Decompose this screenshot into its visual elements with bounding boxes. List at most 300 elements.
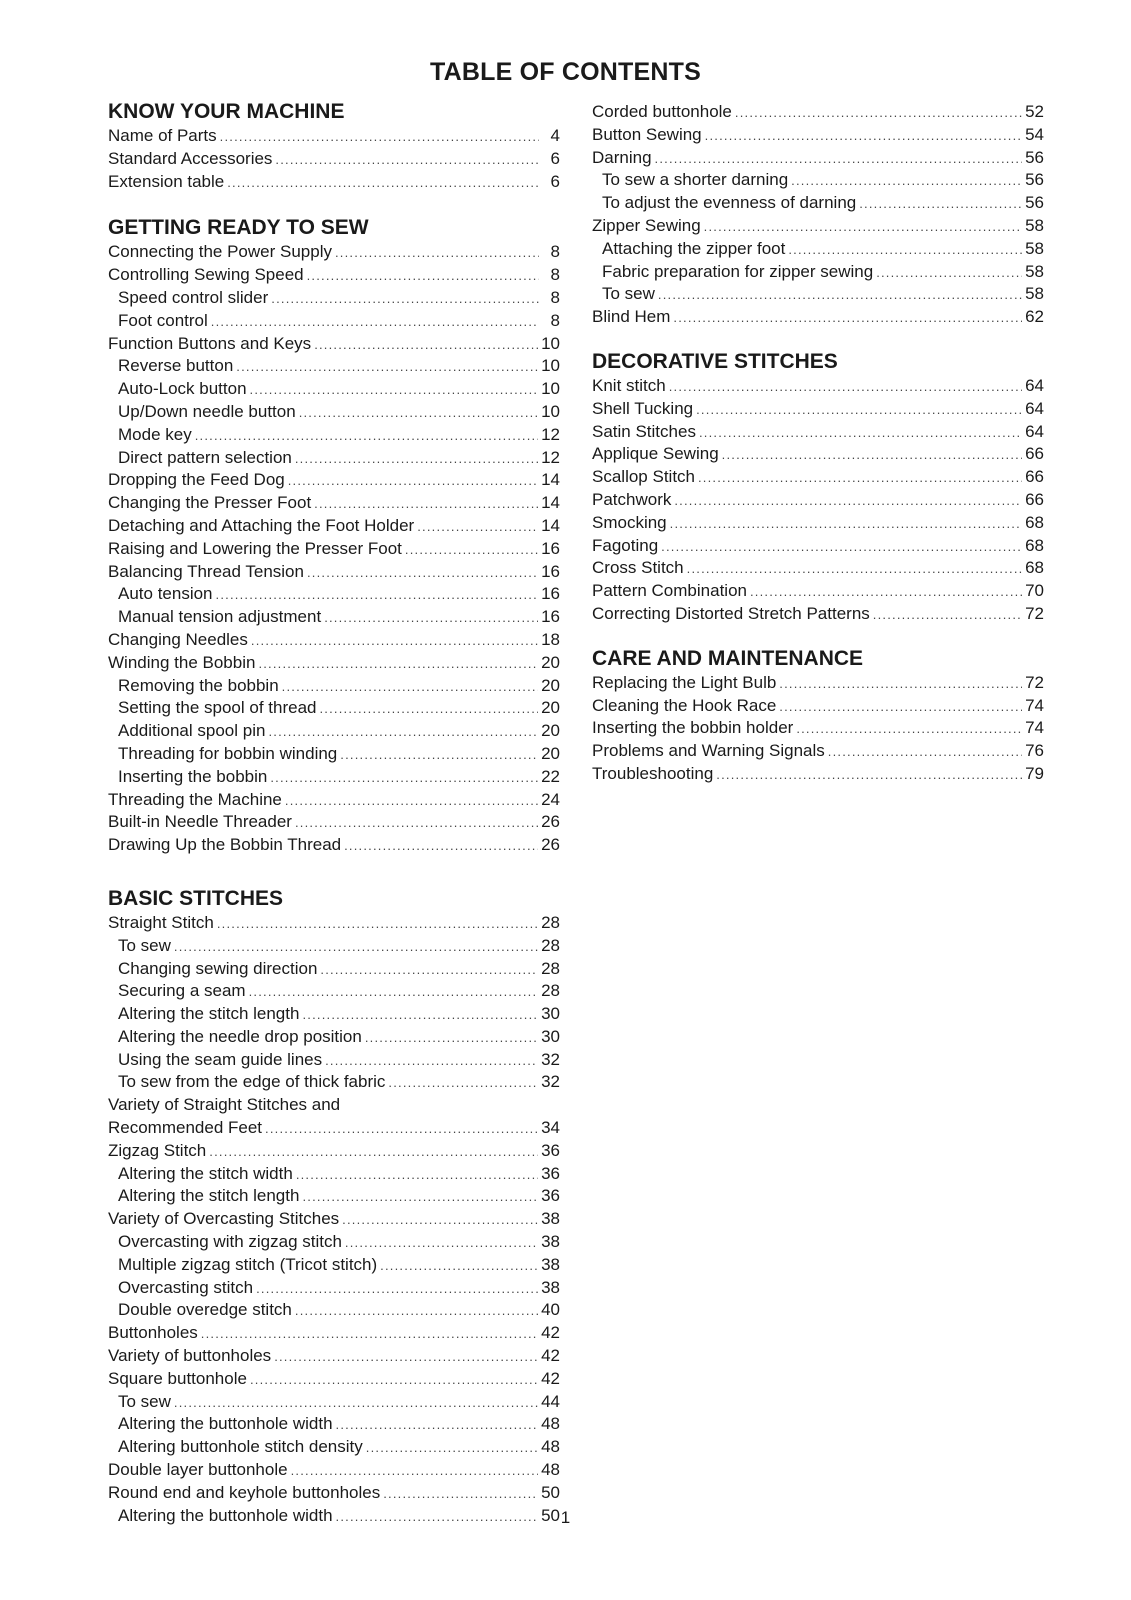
- dot-leader: [674, 490, 1022, 513]
- dot-leader: [344, 835, 538, 858]
- entry-page-number: 36: [541, 1186, 560, 1206]
- dot-leader: [249, 981, 539, 1004]
- toc-entry: [592, 535, 1044, 558]
- toc-entry: [108, 378, 560, 401]
- entry-page-number: 64: [1025, 421, 1044, 441]
- toc-entry: [108, 583, 560, 606]
- toc-entry: [592, 717, 1044, 740]
- dot-leader: [307, 562, 538, 585]
- toc-entry: [108, 980, 560, 1003]
- dot-leader: [258, 653, 538, 676]
- entry-label: Overcasting with zigzag stitch: [118, 1232, 342, 1252]
- entry-label: Altering the needle drop position: [118, 1026, 362, 1046]
- page-title: TABLE OF CONTENTS: [430, 58, 701, 86]
- entry-page-number: 8: [550, 265, 560, 285]
- toc-entry: [108, 264, 560, 287]
- toc-entry: [108, 1094, 560, 1117]
- entry-page-number: 30: [541, 1026, 560, 1046]
- entry-page-number: 50: [541, 1482, 560, 1502]
- dot-leader: [227, 172, 539, 195]
- dot-leader: [217, 913, 538, 936]
- dot-leader: [669, 376, 1022, 399]
- entry-label: Corded buttonhole: [592, 102, 732, 121]
- toc-entry: [108, 401, 560, 424]
- section-heading: GETTING READY TO SEW: [108, 216, 369, 240]
- entry-page-number: 36: [541, 1140, 560, 1160]
- entry-label: Auto-Lock button: [118, 379, 247, 399]
- dot-leader: [735, 102, 1022, 125]
- dot-leader: [307, 265, 539, 288]
- entry-page-number: 74: [1025, 695, 1044, 715]
- toc-entry: [592, 763, 1044, 786]
- entry-label: Blind Hem: [592, 307, 671, 327]
- entry-label: Altering the buttonhole width: [118, 1414, 333, 1434]
- toc-entry: [108, 629, 560, 652]
- entry-label: Removing the bobbin: [118, 675, 279, 695]
- entry-page-number: 20: [541, 652, 560, 672]
- entry-page-number: 48: [541, 1414, 560, 1434]
- toc-entry: [592, 672, 1044, 695]
- dot-leader: [295, 1300, 538, 1323]
- toc-entry: [108, 720, 560, 743]
- toc-entry: [108, 1208, 560, 1231]
- entry-label: Overcasting stitch: [118, 1277, 254, 1297]
- entry-label: Altering the stitch length: [118, 1186, 300, 1206]
- entry-label: Darning: [592, 147, 652, 167]
- entry-label: Reverse button: [118, 356, 234, 376]
- dot-leader: [236, 356, 538, 379]
- toc-column-left: [108, 98, 560, 1527]
- toc-entry: [108, 148, 560, 171]
- toc-entry: [108, 1459, 560, 1482]
- entry-label: Detaching and Attaching the Foot Holder: [108, 515, 415, 535]
- entry-page-number: 68: [1025, 535, 1044, 555]
- entry-page-number: 44: [541, 1391, 560, 1411]
- entry-page-number: 28: [541, 912, 560, 932]
- entry-label: Shell Tucking: [592, 398, 694, 418]
- entry-label: Changing the Presser Foot: [108, 493, 312, 513]
- entry-page-number: 58: [1025, 238, 1044, 258]
- entry-label: Inserting the bobbin holder: [592, 718, 794, 738]
- entry-label: Straight Stitch: [108, 912, 214, 932]
- entry-label: Zigzag Stitch: [108, 1140, 207, 1160]
- entry-label: Troubleshooting: [592, 763, 714, 783]
- dot-leader: [873, 604, 1022, 627]
- toc-entry: [108, 811, 560, 834]
- toc-entry: [592, 192, 1044, 215]
- entry-label: Altering buttonhole stitch density: [118, 1437, 363, 1457]
- dot-leader: [340, 744, 538, 767]
- dot-leader: [201, 1323, 538, 1346]
- dot-leader: [251, 630, 538, 653]
- entry-label: Additional spool pin: [118, 721, 266, 741]
- entry-label: Threading for bobbin winding: [118, 743, 338, 763]
- toc-entry: [592, 512, 1044, 535]
- entry-label: Double overedge stitch: [118, 1300, 292, 1320]
- dot-leader: [716, 764, 1022, 787]
- toc-entry: [108, 1254, 560, 1277]
- dot-leader: [380, 1255, 538, 1278]
- entry-page-number: 50: [541, 1505, 560, 1525]
- entry-page-number: 64: [1025, 375, 1044, 395]
- toc-entry: [108, 1391, 560, 1414]
- entry-page-number: 4: [550, 126, 560, 145]
- entry-label: Altering the stitch length: [118, 1004, 300, 1024]
- entry-page-number: 62: [1025, 307, 1044, 327]
- toc-entry: [108, 1345, 560, 1368]
- dot-leader: [302, 1004, 538, 1027]
- toc-entry: [108, 1482, 560, 1505]
- entry-page-number: 14: [541, 470, 560, 490]
- toc-entry: [108, 447, 560, 470]
- entry-page-number: 10: [541, 356, 560, 376]
- dot-leader: [324, 607, 538, 630]
- toc-entry: [108, 492, 560, 515]
- entry-label: Round end and keyhole buttonholes: [108, 1482, 381, 1502]
- dot-leader: [296, 1164, 538, 1187]
- entry-label: Square buttonhole: [108, 1368, 247, 1388]
- entry-label: Fabric preparation for zipper sewing: [602, 261, 874, 281]
- toc-entry: [592, 398, 1044, 421]
- entry-label: Button Sewing: [592, 124, 702, 144]
- entry-label: Raising and Lowering the Presser Foot: [108, 538, 402, 558]
- entry-page-number: 24: [541, 789, 560, 809]
- entry-page-number: 68: [1025, 512, 1044, 532]
- entry-label: Cross Stitch: [592, 558, 684, 578]
- dot-leader: [195, 425, 538, 448]
- entry-label: Altering the buttonhole width: [118, 1505, 333, 1525]
- dot-leader: [750, 581, 1022, 604]
- dot-leader: [336, 1414, 539, 1437]
- entry-page-number: 58: [1025, 261, 1044, 281]
- dot-leader: [314, 334, 538, 357]
- dot-leader: [256, 1278, 538, 1301]
- entry-page-number: 79: [1025, 763, 1044, 783]
- entry-label: Multiple zigzag stitch (Tricot stitch): [118, 1254, 378, 1274]
- entry-page-number: 38: [541, 1209, 560, 1229]
- entry-page-number: 52: [1025, 102, 1044, 121]
- dot-leader: [705, 125, 1022, 148]
- entry-page-number: 26: [541, 812, 560, 832]
- toc-entry: [592, 283, 1044, 306]
- entry-label: Controlling Sewing Speed: [108, 265, 304, 285]
- toc-entry: [108, 561, 560, 584]
- entry-label: Changing Needles: [108, 629, 248, 649]
- dot-leader: [696, 399, 1022, 422]
- toc-entry: [592, 375, 1044, 398]
- dot-leader: [282, 676, 538, 699]
- toc-entry: [592, 580, 1044, 603]
- dot-leader: [704, 216, 1022, 239]
- entry-page-number: 16: [541, 607, 560, 627]
- dot-leader: [828, 741, 1022, 764]
- entry-page-number: 20: [541, 675, 560, 695]
- entry-label: Dropping the Feed Dog: [108, 470, 285, 490]
- dot-leader: [209, 1141, 538, 1164]
- entry-page-number: 66: [1025, 444, 1044, 464]
- entry-page-number: 20: [541, 743, 560, 763]
- entry-label: Attaching the zipper foot: [602, 238, 786, 258]
- toc-entry: [108, 1185, 560, 1208]
- toc-entry: [592, 740, 1044, 763]
- entry-label: Recommended Feet: [108, 1118, 263, 1138]
- toc-entry: [108, 1299, 560, 1322]
- toc-entry: [108, 1413, 560, 1436]
- dot-leader: [670, 513, 1022, 536]
- dot-leader: [779, 696, 1022, 719]
- dot-leader: [285, 790, 538, 813]
- toc-entry: [592, 101, 1044, 124]
- toc-entry: [592, 695, 1044, 718]
- entry-page-number: 10: [541, 401, 560, 421]
- entry-label: Function Buttons and Keys: [108, 333, 312, 353]
- entry-page-number: 64: [1025, 398, 1044, 418]
- entry-page-number: 42: [541, 1323, 560, 1343]
- dot-leader: [274, 1346, 538, 1369]
- toc-entry: [108, 538, 560, 561]
- entry-label: Direct pattern selection: [118, 447, 292, 467]
- entry-page-number: 70: [1025, 581, 1044, 601]
- dot-leader: [722, 444, 1022, 467]
- dot-leader: [319, 698, 538, 721]
- entry-label: Patchwork: [592, 489, 672, 509]
- entry-page-number: 76: [1025, 741, 1044, 761]
- entry-label: Balancing Thread Tension: [108, 561, 304, 581]
- toc-entry: [592, 261, 1044, 284]
- entry-label: Applique Sewing: [592, 444, 719, 464]
- dot-leader: [673, 307, 1022, 330]
- entry-page-number: 74: [1025, 718, 1044, 738]
- toc-entry: [592, 489, 1044, 512]
- dot-leader: [299, 402, 538, 425]
- entry-label: Pattern Combination: [592, 581, 747, 601]
- toc-entry: [592, 603, 1044, 626]
- toc-entry: [108, 766, 560, 789]
- dot-leader: [779, 673, 1022, 696]
- entry-label: Double layer buttonhole: [108, 1460, 288, 1480]
- entry-page-number: 6: [550, 148, 560, 168]
- dot-leader: [388, 1072, 538, 1095]
- dot-leader: [211, 311, 539, 334]
- entry-label: Fagoting: [592, 535, 659, 555]
- entry-label: Speed control slider: [118, 287, 269, 307]
- dot-leader: [291, 1460, 539, 1483]
- entry-page-number: 72: [1025, 672, 1044, 692]
- entry-page-number: 66: [1025, 489, 1044, 509]
- dot-leader: [275, 149, 539, 172]
- toc-entry: [592, 124, 1044, 147]
- toc-entry: [592, 466, 1044, 489]
- entry-page-number: 8: [550, 310, 560, 330]
- section-heading: BASIC STITCHES: [108, 886, 284, 910]
- entry-page-number: 58: [1025, 215, 1044, 235]
- dot-leader: [220, 126, 539, 149]
- entry-label: Using the seam guide lines: [118, 1049, 323, 1069]
- entry-page-number: 34: [541, 1118, 560, 1138]
- dot-leader: [791, 170, 1022, 193]
- entry-label: Zipper Sewing: [592, 215, 701, 235]
- entry-label: Connecting the Power Supply: [108, 242, 332, 262]
- toc-entry: [592, 557, 1044, 580]
- entry-page-number: 8: [550, 242, 560, 262]
- entry-label: Altering the stitch width: [118, 1163, 293, 1183]
- entry-label: Drawing Up the Bobbin Thread: [108, 835, 342, 855]
- toc-entry: [108, 912, 560, 935]
- entry-page-number: 38: [541, 1277, 560, 1297]
- entry-page-number: 10: [541, 379, 560, 399]
- entry-label: Built-in Needle Threader: [108, 812, 292, 832]
- entry-label: Threading the Machine: [108, 789, 282, 809]
- toc-entry: [108, 287, 560, 310]
- entry-page-number: 66: [1025, 467, 1044, 487]
- toc-entry: [108, 1117, 560, 1140]
- dot-leader: [687, 558, 1022, 581]
- toc-entry: [108, 697, 560, 720]
- dot-leader: [655, 148, 1023, 171]
- toc-entry: [108, 424, 560, 447]
- toc-entry: [108, 241, 560, 264]
- toc-entry: [592, 215, 1044, 238]
- toc-section: [592, 348, 1044, 626]
- entry-page-number: 56: [1025, 170, 1044, 190]
- entry-page-number: 68: [1025, 558, 1044, 578]
- dot-leader: [383, 1483, 538, 1506]
- dot-leader: [314, 493, 538, 516]
- entry-page-number: 18: [541, 629, 560, 649]
- toc-entry: [108, 310, 560, 333]
- dot-leader: [174, 1392, 538, 1415]
- dot-leader: [174, 936, 538, 959]
- entry-page-number: 38: [541, 1254, 560, 1274]
- toc-entry: [108, 515, 560, 538]
- toc-section: [108, 885, 560, 1528]
- dot-leader: [250, 379, 539, 402]
- entry-page-number: 36: [541, 1163, 560, 1183]
- entry-label: Name of Parts: [108, 126, 217, 145]
- toc-entry: [108, 1049, 560, 1072]
- toc-entry: [108, 1003, 560, 1026]
- dot-leader: [216, 584, 539, 607]
- dot-leader: [302, 1186, 538, 1209]
- dot-leader: [365, 1027, 538, 1050]
- toc-entry: [108, 834, 560, 857]
- entry-label: Foot control: [118, 310, 208, 330]
- entry-page-number: 48: [541, 1437, 560, 1457]
- toc-entry: [108, 1322, 560, 1345]
- entry-page-number: 8: [550, 287, 560, 307]
- toc-entry: [592, 421, 1044, 444]
- entry-page-number: 12: [541, 424, 560, 444]
- toc-entry: [108, 743, 560, 766]
- entry-label: Variety of Straight Stitches and: [108, 1095, 341, 1115]
- entry-label: Standard Accessories: [108, 148, 273, 168]
- dot-leader: [335, 242, 539, 265]
- entry-label: Up/Down needle button: [118, 401, 296, 421]
- entry-label: Replacing the Light Bulb: [592, 672, 777, 692]
- dot-leader: [342, 1209, 538, 1232]
- entry-page-number: 38: [541, 1232, 560, 1252]
- entry-label: Scallop Stitch: [592, 467, 695, 487]
- entry-page-number: 14: [541, 515, 560, 535]
- entry-label: Buttonholes: [108, 1323, 198, 1343]
- entry-page-number: 10: [541, 333, 560, 353]
- dot-leader: [295, 448, 538, 471]
- toc-entry: [108, 1368, 560, 1391]
- entry-page-number: 26: [541, 835, 560, 855]
- entry-label: Problems and Warning Signals: [592, 741, 825, 761]
- entry-page-number: 28: [541, 981, 560, 1001]
- toc-entry: [108, 469, 560, 492]
- dot-leader: [268, 721, 538, 744]
- entry-label: To sew a shorter darning: [602, 170, 789, 190]
- toc-entry: [592, 169, 1044, 192]
- toc-entry: [108, 1231, 560, 1254]
- dot-leader: [271, 288, 539, 311]
- entry-label: Satin Stitches: [592, 421, 696, 441]
- section-heading: CARE AND MAINTENANCE: [592, 646, 864, 670]
- section-heading: KNOW YOUR MACHINE: [108, 100, 345, 123]
- entry-page-number: 28: [541, 958, 560, 978]
- page-number: 1: [560, 1508, 571, 1527]
- toc-entry: [108, 1436, 560, 1459]
- entry-page-number: 56: [1025, 193, 1044, 213]
- dot-leader: [661, 536, 1022, 559]
- entry-page-number: 32: [541, 1049, 560, 1069]
- entry-page-number: 6: [550, 171, 560, 191]
- dot-leader: [345, 1232, 538, 1255]
- entry-page-number: 16: [541, 561, 560, 581]
- toc-entry: [108, 789, 560, 812]
- toc-entry: [592, 443, 1044, 466]
- entry-page-number: 22: [541, 766, 560, 786]
- entry-label: Extension table: [108, 171, 225, 191]
- entry-label: Manual tension adjustment: [118, 607, 322, 627]
- toc-entry: [108, 1163, 560, 1186]
- toc-column-right: [592, 101, 1044, 786]
- entry-page-number: 30: [541, 1004, 560, 1024]
- entry-page-number: 72: [1025, 603, 1044, 623]
- entry-page-number: 20: [541, 698, 560, 718]
- entry-page-number: 20: [541, 721, 560, 741]
- entry-label: Winding the Bobbin: [108, 652, 256, 672]
- entry-label: Knit stitch: [592, 375, 666, 395]
- entry-label: Variety of Overcasting Stitches: [108, 1209, 340, 1229]
- entry-page-number: 14: [541, 493, 560, 513]
- entry-page-number: 56: [1025, 147, 1044, 167]
- toc-entry: [592, 306, 1044, 329]
- entry-label: To adjust the evenness of darning: [602, 193, 857, 213]
- dot-leader: [658, 284, 1022, 307]
- toc-entry: [108, 1140, 560, 1163]
- dot-leader: [698, 467, 1022, 490]
- toc-entry: [108, 1026, 560, 1049]
- toc-section: [108, 214, 560, 857]
- entry-label: To sew: [602, 284, 655, 304]
- entry-page-number: 40: [541, 1300, 560, 1320]
- dot-leader: [417, 516, 538, 539]
- entry-page-number: 12: [541, 447, 560, 467]
- entry-label: To sew: [118, 935, 171, 955]
- entry-page-number: 32: [541, 1072, 560, 1092]
- toc-entry: [108, 958, 560, 981]
- toc-entry: [108, 1071, 560, 1094]
- dot-leader: [320, 959, 538, 982]
- dot-leader: [288, 470, 538, 493]
- entry-label: Mode key: [118, 424, 192, 444]
- dot-leader: [325, 1050, 538, 1073]
- entry-label: Correcting Distorted Stretch Patterns: [592, 603, 870, 623]
- entry-page-number: 42: [541, 1346, 560, 1366]
